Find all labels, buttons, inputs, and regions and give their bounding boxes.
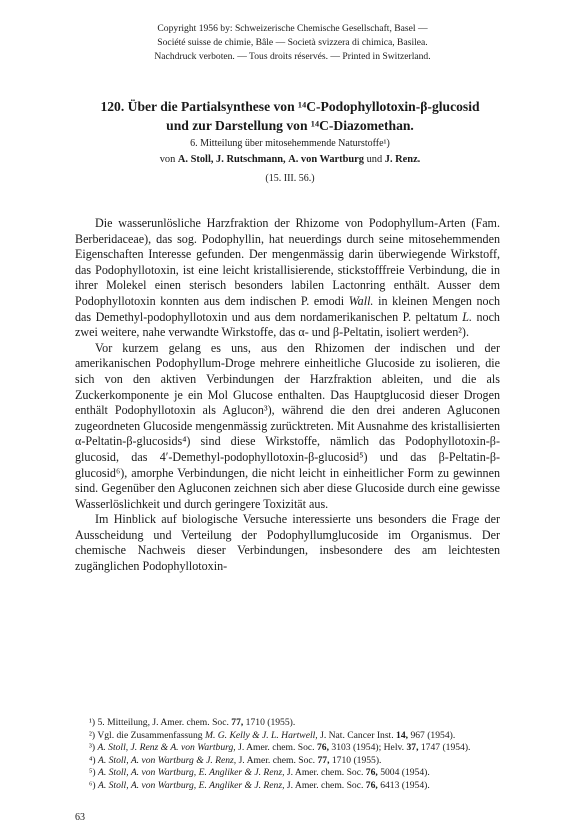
footnote: ⁵) A. Stoll, A. von Wartburg, E. Angliker & J. Renz, J. Amer. chem. Soc. 76, 5004 (1954). bbox=[89, 767, 430, 779]
authors-conjunction: und bbox=[366, 154, 383, 165]
title-line: 120. Über die Partialsynthese von ¹⁴C-Podophyllotoxin-β-glucosid bbox=[100, 99, 480, 114]
author-line bbox=[60, 153, 520, 167]
author-name: J. Renz. bbox=[384, 154, 421, 165]
author-name: A. von Wartburg bbox=[288, 154, 364, 165]
author-name: A. Stoll, bbox=[177, 154, 214, 165]
received-date: (15. III. 56.) bbox=[265, 173, 315, 184]
page-number: 63 bbox=[75, 812, 85, 823]
article-title bbox=[60, 97, 520, 135]
copyright-notice bbox=[100, 22, 485, 64]
paragraph: Im Hinblick auf biologische Versuche interessierte uns besonders die Frage der Ausscheidung und Verteilung der Podophyllumglucoside im Organismus. Der chemische Nachweis dieser Verbindungen, insbesondere des am leichtesten zugänglichen Podophyllotoxin- bbox=[75, 512, 500, 574]
article-subtitle: 6. Mitteilung über mitosehemmende Naturstoffe¹) bbox=[190, 138, 390, 149]
footnote: ⁴) A. Stoll, A. von Wartburg & J. Renz, J. Amer. chem. Soc. 77, 1710 (1955). bbox=[89, 754, 382, 766]
footnote: ⁶) A. Stoll, A. von Wartburg, E. Angliker & J. Renz, J. Amer. chem. Soc. 76, 6413 (1954). bbox=[89, 779, 430, 791]
author-name: J. Rutschmann, bbox=[216, 154, 286, 165]
title-line: und zur Darstellung von ¹⁴C-Diazomethan. bbox=[166, 118, 414, 133]
footnotes bbox=[75, 717, 500, 793]
footnote: ²) Vgl. die Zusammenfassung M. G. Kelly & J. L. Hartwell, J. Nat. Cancer Inst. 14, 967 (1954). bbox=[89, 729, 456, 741]
article-body bbox=[75, 216, 500, 575]
paragraph: Vor kurzem gelang es uns, aus den Rhizomen der indischen und der amerikanischen Podophyllum-Droge mehrere einheitliche Glucoside zu isolieren, die sich von den aktiven Verbindungen der Harzfraktion ableiten, und die als Zuckerkomponente je ein Mol Glucose enthalten. Das Hauptglucosid dieser Drogen enthält Podophyllotoxin als Aglucon³), während die den drei anderen Agluconen zugeordneten Glucoside mengenmässig zurücktreten. Mit Ausnahme des kristallisierten α-Peltatin-β-glucosids⁴) sind diese Wirkstoffe, nämlich das Podophyllotoxin-β-glucosid, das 4′-Demethyl-podophyllotoxin-β-glucosid⁵) und das β-Peltatin-β-glucosid⁶), amorphe Verbindungen, die nicht leicht in einheitlicher Form zu gewinnen sind. Gegenüber den Agluconen zeichnen sich aber diese Glucoside durch eine gewisse Wasserlöslichkeit und durch geringere Toxizität aus. bbox=[75, 340, 500, 511]
footnote: ¹) 5. Mitteilung, J. Amer. chem. Soc. 77, 1710 (1955). bbox=[89, 717, 296, 728]
copyright-line: Société suisse de chimie, Bâle — Società svizzera di chimica, Basilea. bbox=[157, 37, 428, 48]
footnote: ³) A. Stoll, J. Renz & A. von Wartburg, J. Amer. chem. Soc. 76, 3103 (1954); Helv. 37, 1747 (1954). bbox=[89, 742, 471, 754]
authors-prefix: von bbox=[159, 154, 176, 165]
paragraph: Die wasserunlösliche Harzfraktion der Rhizome von Podophyllum-Arten (Fam. Berberidaceae), das sog. Podophyllin, hat neuerdings durch seine mitosehemmenden Eigenschaften Interesse gefunden. Der mengenmässig darin überwiegende Wirkstoff, das Podophyllotoxin, ist eine leicht kristallisierende, stickstofffreie Verbindung, die in ihrer Molekel einen sterisch besonders labilen Lactonring enthält. Ausser dem Podophyllotoxin konnten aus dem indischen P. emodi Wall. in kleinen Mengen noch das Demethyl-podophyllotoxin und aus dem nordamerikanischen P. peltatum L. noch zwei weitere, nahe verwandte Wirkstoffe, das α- und β-Peltatin, isoliert werden²). bbox=[75, 216, 501, 340]
copyright-line: Nachdruck verboten. — Tous droits réservés. — Printed in Switzerland. bbox=[154, 51, 431, 62]
copyright-line: Copyright 1956 by: Schweizerische Chemische Gesellschaft, Basel — bbox=[157, 23, 428, 34]
